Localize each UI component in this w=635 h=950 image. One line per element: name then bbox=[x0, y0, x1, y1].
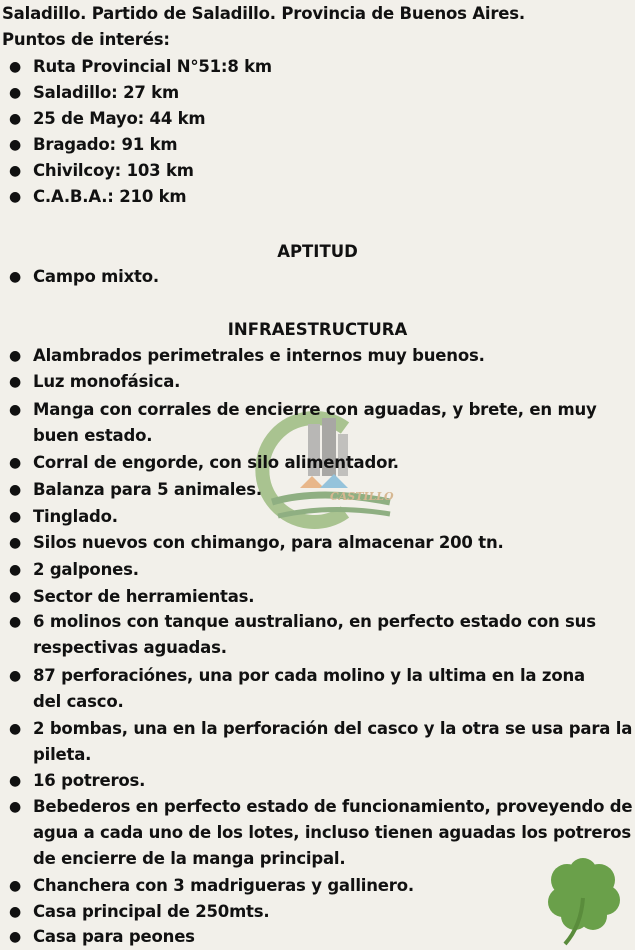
bullet-icon: ● bbox=[8, 85, 22, 101]
infraestructura-heading: INFRAESTRUCTURA bbox=[227, 320, 408, 339]
bullet-icon: ● bbox=[8, 614, 22, 630]
bullet-icon: ● bbox=[8, 374, 22, 390]
bullet-icon: ● bbox=[8, 269, 22, 285]
four-leaf-clover-icon bbox=[535, 850, 631, 946]
document-page: Saladillo. Partido de Saladillo. Provincia de Buenos Aires. Puntos de interés: ● Ruta Provincial N°51:8 km ● Saladillo: 27 km ● 25 de Mayo: 44 km ● Bragado: 91 km ● Chivilcoy: 103 km ● C.A.B.A.: 210 km APTITUD ● Campo mixto. INFRAESTRUCTURA CASTILLO ● Alambrados perimetrales e internos muy buenos. ● Luz monofásica. ● Manga con corrales de encierre con aguadas, y brete, en muy buen estado. ● Corral de engorde, con silo alimentador. ● Balanza para 5 animales. ● Tinglado. ● Silos nuevos con chimango, para almacenar 200 tn. ● 2 galpones. ● Sector de herramientas. ● 6 molinos con tanque australiano, en perfecto estado con sus respectivas aguadas. ● 87 perforaciónes, una por cada molino y la ultima en la zona del casco. ● 2 bombas, una en la perforación del casco y la otra se usa para la pileta. ● 16 potreros. ● Bebederos en perfecto estado de funcionamiento, proveyendo de agua a cada uno de los lotes, incluso tienen aguadas los potreros de encierre de la manga principal. ● Chanchera con 3 madrigueras y gallinero. ● Casa principal de 250mts. ● Casa para peones bbox=[0, 0, 635, 950]
bullet-icon: ● bbox=[8, 878, 22, 894]
bullet-icon: ● bbox=[8, 509, 22, 525]
bullet-icon: ● bbox=[8, 535, 22, 551]
bullet-icon: ● bbox=[8, 799, 22, 815]
bullet-icon: ● bbox=[8, 482, 22, 498]
bullet-icon: ● bbox=[8, 111, 22, 127]
bullet-icon: ● bbox=[8, 348, 22, 364]
bullet-icon: ● bbox=[8, 773, 22, 789]
bullet-icon: ● bbox=[8, 59, 22, 75]
bullet-icon: ● bbox=[8, 163, 22, 179]
logo-wordmark: CASTILLO bbox=[330, 490, 394, 503]
bullet-icon: ● bbox=[8, 589, 22, 605]
location-text: Saladillo. Partido de Saladillo. Provincia de Buenos Aires. bbox=[2, 4, 525, 23]
points-of-interest-label: Puntos de interés: bbox=[2, 30, 170, 49]
bullet-icon: ● bbox=[8, 721, 22, 737]
bullet-icon: ● bbox=[8, 402, 22, 418]
bullet-icon: ● bbox=[8, 455, 22, 471]
bullet-icon: ● bbox=[8, 189, 22, 205]
bullet-icon: ● bbox=[8, 562, 22, 578]
bullet-icon: ● bbox=[8, 668, 22, 684]
bullet-icon: ● bbox=[8, 137, 22, 153]
aptitud-heading: APTITUD bbox=[277, 242, 358, 261]
bullet-icon: ● bbox=[8, 929, 22, 945]
bullet-icon: ● bbox=[8, 904, 22, 920]
